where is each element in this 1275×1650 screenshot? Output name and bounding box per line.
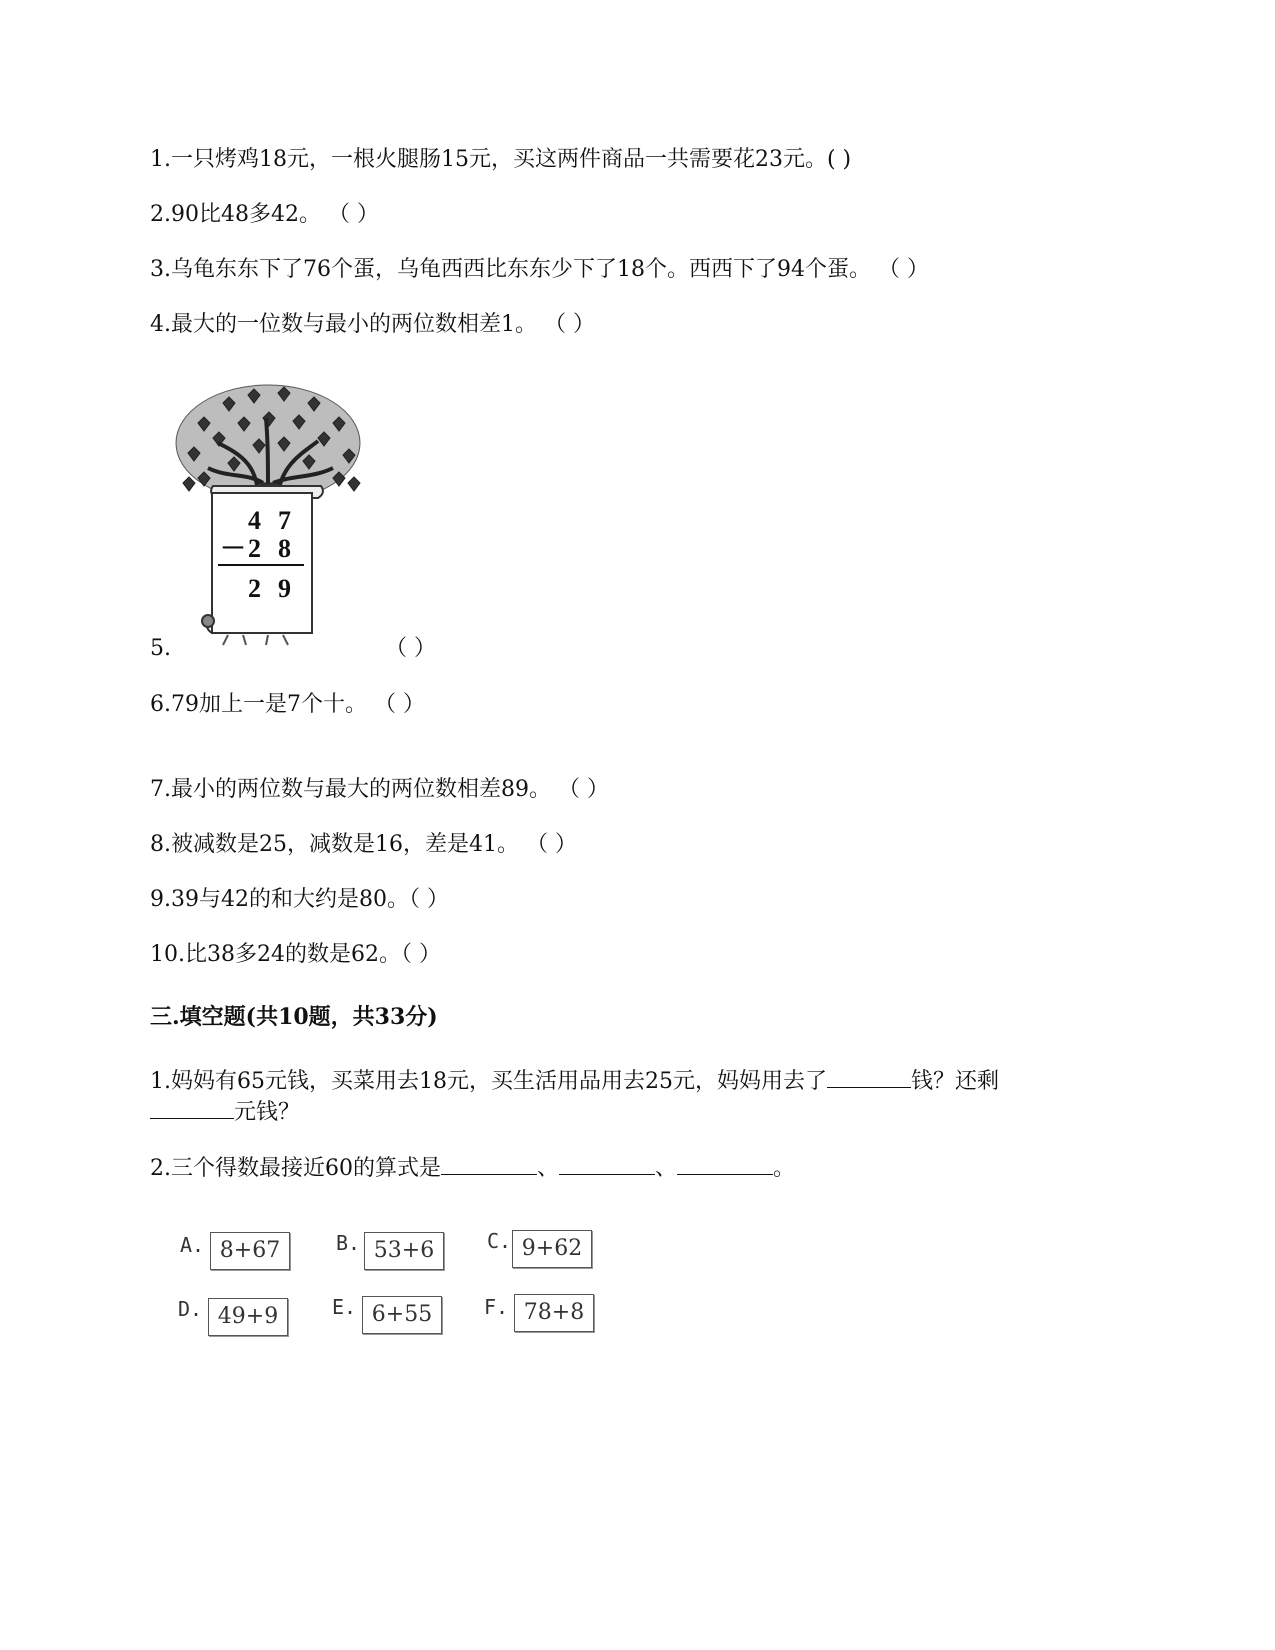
answer-blank[interactable]: [150, 1096, 234, 1119]
option-box-c: 9+62: [512, 1230, 592, 1268]
option-box-e: 6+55: [362, 1296, 442, 1334]
option-label-b: B.: [336, 1231, 361, 1255]
judgement-item-6: 6.79加上一是7个十。 （ ）: [150, 692, 425, 717]
judgement-item-8: 8.被减数是25，减数是16，差是41。 （ ）: [150, 832, 577, 857]
tree-canopy-icon: [176, 385, 360, 501]
judgement-item-9: 9.39与42的和大约是80。（ ）: [150, 887, 449, 912]
judgement-item-4: 4.最大的一位数与最小的两位数相差1。 （ ）: [150, 312, 595, 337]
subtrahend-ones: 8: [278, 534, 291, 563]
option-box-b: 53+6: [364, 1232, 444, 1270]
answer-blank[interactable]: [677, 1152, 773, 1175]
fill-q2-end: 。: [773, 1156, 796, 1181]
minus-sign: －: [220, 534, 247, 563]
judgement-item-5-bracket: （ ）: [385, 636, 436, 661]
result-ones: 9: [278, 574, 291, 603]
judgement-item-2: 2.90比48多42。 （ ）: [150, 202, 379, 227]
subtrahend-tens: 2: [248, 534, 261, 563]
fill-question-2: [150, 1152, 795, 1184]
fill-question-1: [150, 1065, 999, 1097]
judgement-item-5-number: 5.: [150, 636, 171, 661]
section-heading: 三.填空题(共10题，共33分): [150, 1004, 438, 1030]
option-label-f: F.: [484, 1295, 509, 1319]
result-tens: 2: [248, 574, 261, 603]
option-label-a: A.: [180, 1233, 205, 1257]
answer-blank[interactable]: [441, 1152, 537, 1175]
fill-q2-text: 2.三个得数最接近60的算式是: [150, 1156, 441, 1181]
minuend-tens: 4: [248, 506, 261, 535]
judgement-item-10: 10.比38多24的数是62。（ ）: [150, 942, 441, 967]
judgement-item-3: 3.乌龟东东下了76个蛋，乌龟西西比东东少下了18个。西西下了94个蛋。 （ ）: [150, 257, 929, 282]
fill-question-1-cont: [150, 1096, 300, 1128]
judgement-item-7: 7.最小的两位数与最大的两位数相差89。 （ ）: [150, 777, 609, 802]
separator: 、: [655, 1156, 678, 1181]
tree-subtraction-illustration: [168, 383, 368, 668]
fill-q1-text-1: 1.妈妈有65元钱，买菜用去18元，买生活用品用去25元，妈妈用去了: [150, 1069, 827, 1094]
answer-blank[interactable]: [559, 1152, 655, 1175]
option-box-a: 8+67: [210, 1232, 290, 1270]
minuend-ones: 7: [278, 506, 291, 535]
fill-q1-text-2: 钱？还剩: [910, 1069, 999, 1094]
option-label-e: E.: [332, 1295, 357, 1319]
option-box-f: 78+8: [514, 1294, 594, 1332]
option-label-d: D.: [178, 1297, 203, 1321]
answer-blank[interactable]: [827, 1065, 911, 1088]
separator: 、: [537, 1156, 560, 1181]
option-label-c: C.: [487, 1229, 512, 1253]
judgement-item-1: 1.一只烤鸡18元，一根火腿肠15元，买这两件商品一共需要花23元。( ): [150, 147, 852, 172]
fill-q1-text-3: 元钱？: [234, 1100, 301, 1125]
option-box-d: 49+9: [208, 1298, 288, 1336]
